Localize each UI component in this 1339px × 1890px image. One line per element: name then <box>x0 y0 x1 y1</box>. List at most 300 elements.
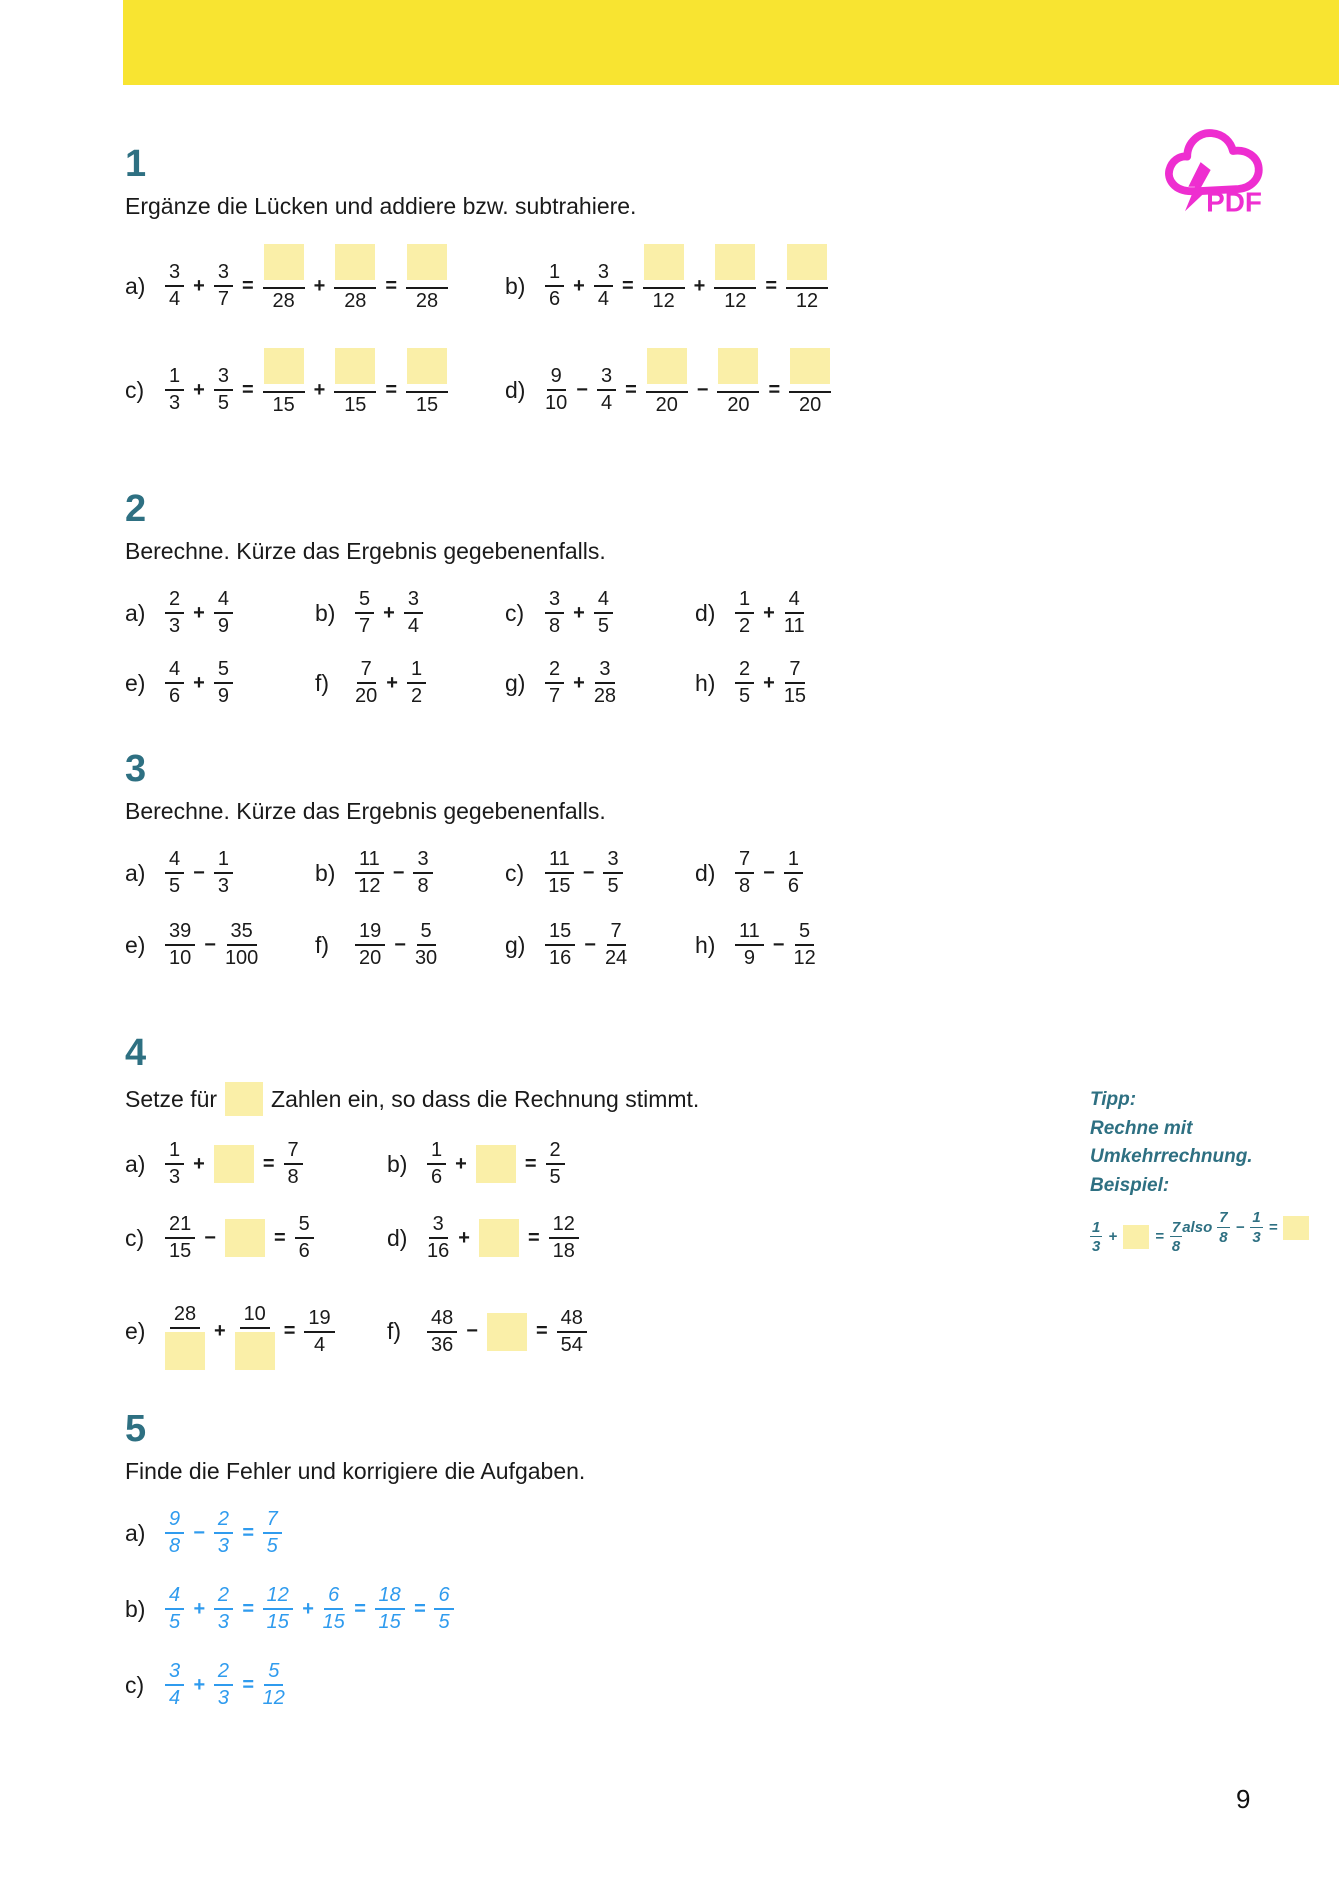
fraction-denominator: 15 <box>266 1611 289 1633</box>
item-label: g) <box>505 669 526 696</box>
item-expression <box>165 348 448 432</box>
fraction <box>1217 1210 1229 1246</box>
item-expression <box>165 1585 454 1633</box>
item-label: a) <box>125 1150 146 1177</box>
fraction-denominator: 3 <box>169 1166 181 1188</box>
exercise-section-3 <box>125 750 816 969</box>
fraction-numerator: 18 <box>375 1585 405 1610</box>
tip-text-line: Beispiel: <box>1090 1174 1170 1196</box>
item-expression <box>165 1509 282 1557</box>
fraction-numerator: 3 <box>429 1214 448 1239</box>
item-expression <box>545 348 831 432</box>
fraction <box>304 1308 334 1356</box>
item-label: a) <box>125 1519 146 1546</box>
answer-box[interactable] <box>644 244 684 280</box>
fraction-numerator: 1 <box>545 262 564 287</box>
exercise-item <box>505 659 695 707</box>
answer-box[interactable] <box>1123 1225 1149 1249</box>
fraction-numerator: 2 <box>214 1661 233 1686</box>
answer-box[interactable] <box>718 348 758 384</box>
fraction-numerator: 1 <box>735 589 754 614</box>
fraction-numerator: 6 <box>324 1585 343 1610</box>
fraction <box>165 921 195 969</box>
operator: + <box>386 671 398 694</box>
operator: − <box>582 861 595 884</box>
fraction-denominator <box>165 1329 205 1375</box>
pdf-icon-label: PDF <box>1206 186 1262 218</box>
operator: − <box>466 1320 478 1342</box>
fraction <box>545 262 564 310</box>
exercise-item <box>505 348 831 432</box>
fraction <box>214 849 233 897</box>
operator: = <box>1155 1228 1164 1245</box>
exercise-item <box>125 921 315 969</box>
fraction-denominator: 8 <box>169 1535 181 1557</box>
fraction-numerator <box>406 348 448 393</box>
tip-text-line: Tipp: <box>1090 1089 1137 1110</box>
fraction <box>549 1214 579 1262</box>
exercise-instruction: Berechne. Kürze das Ergebnis gegebenenfalls. <box>125 538 606 564</box>
fraction <box>165 262 184 310</box>
exercise-number: 4 <box>125 1032 147 1074</box>
operator: = <box>768 378 781 401</box>
fraction-numerator: 15 <box>545 921 575 946</box>
item-expression <box>165 659 233 707</box>
operator: − <box>193 861 205 884</box>
answer-box[interactable] <box>487 1313 527 1351</box>
fraction <box>355 659 377 707</box>
fraction-denominator: 4 <box>169 1687 181 1709</box>
answer-box[interactable] <box>647 348 687 384</box>
fraction-denominator: 28 <box>272 290 295 312</box>
item-expression <box>545 849 623 897</box>
operator: − <box>193 1521 205 1544</box>
operator: = <box>765 274 777 297</box>
fraction <box>404 589 423 637</box>
item-label: g) <box>505 931 526 958</box>
item-expression <box>427 1308 587 1356</box>
fraction-denominator: 20 <box>727 394 750 416</box>
fraction <box>165 1585 184 1633</box>
fraction-with-blank-numerator <box>786 244 828 312</box>
operator: − <box>394 933 406 956</box>
fraction-denominator: 3 <box>217 1687 229 1709</box>
fraction-numerator: 4 <box>785 589 804 614</box>
operator: + <box>301 1597 314 1620</box>
operator: + <box>214 1320 226 1342</box>
fraction-numerator: 3 <box>595 659 614 684</box>
answer-box[interactable] <box>165 1332 205 1370</box>
fraction-numerator: 1 <box>1252 1209 1261 1226</box>
fraction-numerator: 3 <box>404 589 423 614</box>
fraction-denominator: 7 <box>549 685 561 707</box>
item-label: b) <box>125 1595 146 1622</box>
fraction <box>427 1140 446 1188</box>
tip-example-expression <box>1182 1210 1309 1246</box>
fraction-denominator: 8 <box>739 875 751 897</box>
fraction-numerator: 19 <box>304 1308 334 1333</box>
fraction-denominator: 20 <box>655 394 678 416</box>
fraction-numerator <box>263 348 305 393</box>
fraction-denominator: 18 <box>552 1240 575 1262</box>
fraction-denominator: 28 <box>344 290 367 312</box>
exercise-item <box>315 921 505 969</box>
fraction-numerator: 2 <box>545 659 564 684</box>
answer-box[interactable] <box>476 1145 516 1183</box>
item-label: e) <box>125 1318 146 1344</box>
fraction-denominator: 15 <box>378 1611 401 1633</box>
fraction-denominator: 20 <box>359 947 382 969</box>
item-label: d) <box>695 859 716 886</box>
fraction <box>784 849 803 897</box>
fraction-denominator: 8 <box>549 615 561 637</box>
operator: − <box>1235 1218 1245 1236</box>
fraction-denominator: 7 <box>359 615 371 637</box>
exercise-item <box>125 589 315 637</box>
fraction-denominator: 3 <box>169 615 181 637</box>
fraction-denominator: 15 <box>272 394 295 416</box>
fraction-with-blank-numerator <box>646 348 688 416</box>
exercise-items <box>125 589 806 707</box>
fraction-denominator: 15 <box>169 1240 192 1262</box>
fraction-with-blank-denominator <box>235 1304 275 1375</box>
fraction-denominator: 2 <box>410 685 423 707</box>
fraction-numerator: 5 <box>295 1214 314 1239</box>
fraction-denominator: 3 <box>1252 1228 1261 1246</box>
fraction <box>165 849 184 897</box>
item-label: a) <box>125 859 146 886</box>
exercise-item <box>125 1661 585 1709</box>
fraction-denominator: 12 <box>724 290 747 312</box>
fraction <box>214 589 233 637</box>
fraction-with-blank-denominator <box>165 1304 205 1375</box>
fraction-numerator: 4 <box>594 589 613 614</box>
fraction-with-blank-numerator <box>717 348 759 416</box>
item-expression <box>355 659 426 707</box>
fraction-denominator: 15 <box>344 394 367 416</box>
fraction <box>545 366 567 414</box>
operator: = <box>524 1152 537 1175</box>
fraction <box>545 921 575 969</box>
operator: + <box>693 274 706 297</box>
operator: + <box>193 378 205 401</box>
fraction-numerator: 1 <box>784 849 803 874</box>
operator: = <box>241 1673 254 1696</box>
operator: = <box>527 1226 540 1249</box>
answer-box[interactable] <box>264 348 304 384</box>
fraction-numerator: 1 <box>427 1140 446 1165</box>
fraction-denominator: 5 <box>597 615 609 637</box>
fraction-with-blank-numerator <box>406 348 448 416</box>
item-label: b) <box>505 272 526 299</box>
fraction-numerator: 3 <box>594 262 613 287</box>
fraction-denominator: 12 <box>262 1687 285 1709</box>
fraction-numerator: 3 <box>214 262 233 287</box>
fraction-denominator: 6 <box>549 288 561 310</box>
item-label: b) <box>315 859 336 886</box>
fraction-denominator: 4 <box>169 288 181 310</box>
exercise-item <box>125 849 315 897</box>
fraction-numerator: 10 <box>240 1304 270 1329</box>
fraction <box>784 659 806 707</box>
operator: + <box>193 1597 205 1620</box>
exercise-item <box>387 1308 699 1356</box>
fraction-denominator: 6 <box>787 875 799 897</box>
exercise-item <box>505 921 695 969</box>
fraction <box>545 589 564 637</box>
fraction-numerator: 1 <box>214 849 233 874</box>
exercise-items <box>125 1140 699 1375</box>
fraction-with-blank-numerator <box>643 244 685 312</box>
fraction <box>263 1509 282 1557</box>
fraction-denominator: 7 <box>217 288 229 310</box>
fraction-denominator: 9 <box>217 615 229 637</box>
fraction-denominator: 15 <box>548 875 571 897</box>
answer-box[interactable] <box>335 244 375 280</box>
pdf-download-button[interactable] <box>1158 122 1270 223</box>
fraction-numerator: 7 <box>1171 1218 1181 1236</box>
fraction-numerator: 11 <box>355 849 384 874</box>
fraction-denominator: 24 <box>604 947 628 969</box>
fraction <box>1170 1220 1182 1256</box>
exercise-items <box>125 1509 585 1709</box>
fraction <box>546 1140 565 1188</box>
fraction <box>407 659 426 707</box>
item-label: f) <box>387 1318 402 1344</box>
operator: + <box>573 601 585 624</box>
operator: = <box>385 274 397 297</box>
fraction <box>165 1140 184 1188</box>
fraction-numerator <box>646 348 688 393</box>
fraction-with-blank-numerator <box>334 244 376 312</box>
exercise-item <box>695 849 816 897</box>
answer-box[interactable] <box>790 348 830 384</box>
exercise-item <box>125 1288 387 1375</box>
fraction <box>605 921 627 969</box>
fraction-with-blank-numerator <box>714 244 756 312</box>
fraction-denominator: 28 <box>593 685 617 707</box>
fraction-numerator: 7 <box>263 1509 282 1534</box>
fraction-denominator: 8 <box>1171 1238 1181 1256</box>
fraction-numerator <box>789 348 831 393</box>
operator: + <box>763 601 775 624</box>
fraction-with-blank-numerator <box>406 244 448 312</box>
fraction <box>597 366 616 414</box>
fraction-numerator: 3 <box>214 366 233 391</box>
fraction-denominator: 11 <box>783 615 805 637</box>
tip-text-line: Rechne mit <box>1090 1117 1193 1139</box>
fraction-numerator: 28 <box>170 1304 200 1329</box>
fraction-numerator: 39 <box>165 921 195 946</box>
fraction <box>793 921 815 969</box>
answer-box[interactable] <box>264 244 304 280</box>
fraction-denominator: 100 <box>224 947 259 969</box>
fraction-denominator: 3 <box>217 1611 229 1633</box>
exercise-item <box>125 348 505 432</box>
fraction-denominator: 9 <box>217 685 229 707</box>
word: also <box>1182 1218 1213 1236</box>
item-expression <box>545 921 627 969</box>
exercise-item <box>125 244 505 328</box>
fraction-numerator <box>406 244 448 289</box>
item-expression <box>355 849 433 897</box>
operator: = <box>413 1597 426 1620</box>
fraction-denominator: 12 <box>652 290 675 312</box>
operator: − <box>696 378 709 401</box>
fraction-numerator: 3 <box>597 366 616 391</box>
operator: + <box>313 274 326 297</box>
item-label: c) <box>505 859 525 886</box>
fraction <box>355 589 374 637</box>
exercise-item <box>695 659 806 707</box>
fraction-numerator: 1 <box>165 1140 184 1165</box>
fraction-denominator: 5 <box>739 685 751 707</box>
header-band <box>123 0 1339 85</box>
item-label: f) <box>315 669 330 696</box>
item-expression <box>165 1661 285 1709</box>
fraction <box>214 366 233 414</box>
answer-box[interactable] <box>479 1219 519 1257</box>
fraction <box>375 1585 405 1633</box>
fraction-denominator: 15 <box>415 394 439 416</box>
fraction-numerator: 5 <box>355 589 374 614</box>
item-label: b) <box>387 1150 408 1177</box>
exercise-item <box>315 589 505 637</box>
operator: − <box>584 933 596 956</box>
fraction-denominator: 12 <box>795 290 819 312</box>
exercise-item <box>125 1509 585 1557</box>
exercise-section-5 <box>125 1410 585 1709</box>
fraction-numerator: 19 <box>355 921 385 946</box>
fraction-numerator: 1 <box>407 659 426 684</box>
answer-box[interactable] <box>225 1219 265 1257</box>
fraction-denominator: 16 <box>427 1240 450 1262</box>
fraction <box>413 849 432 897</box>
fraction-numerator: 4 <box>165 1585 184 1610</box>
answer-box[interactable] <box>787 244 827 280</box>
exercise-item <box>695 921 816 969</box>
operator: = <box>1268 1218 1278 1236</box>
fraction-denominator: 5 <box>549 1166 561 1188</box>
answer-box[interactable] <box>335 348 375 384</box>
answer-box[interactable] <box>715 244 755 280</box>
answer-box[interactable] <box>407 348 447 384</box>
fraction <box>263 1661 285 1709</box>
fraction-numerator: 2 <box>546 1140 565 1165</box>
operator: = <box>353 1597 366 1620</box>
fraction <box>784 589 805 637</box>
fraction <box>427 1214 449 1262</box>
item-expression <box>735 921 816 969</box>
item-label: c) <box>125 376 145 403</box>
answer-box[interactable] <box>1283 1216 1309 1240</box>
fraction-numerator: 1 <box>1092 1218 1101 1236</box>
fraction-denominator: 5 <box>169 1611 181 1633</box>
fraction-numerator <box>717 348 759 393</box>
fraction-numerator <box>263 244 305 289</box>
answer-box[interactable] <box>214 1145 254 1183</box>
item-expression <box>165 921 258 969</box>
fraction-denominator: 4 <box>407 615 419 637</box>
exercise-item <box>387 1140 699 1188</box>
exercise-item <box>315 849 505 897</box>
fraction-denominator: 3 <box>217 1535 229 1557</box>
fraction-denominator: 4 <box>313 1333 326 1356</box>
item-expression <box>545 244 828 328</box>
operator: = <box>283 1320 296 1342</box>
fraction-with-blank-numerator <box>263 244 305 312</box>
fraction-numerator: 35 <box>227 921 257 946</box>
fraction-denominator: 20 <box>799 394 822 416</box>
fraction-numerator: 5 <box>264 1661 283 1686</box>
item-label: h) <box>695 669 716 696</box>
fraction <box>165 1661 184 1709</box>
answer-box[interactable] <box>407 244 447 280</box>
page-number: 9 <box>1236 1784 1251 1814</box>
exercise-number: 5 <box>125 1408 147 1450</box>
item-expression <box>165 849 233 897</box>
tip-box <box>1090 1086 1320 1255</box>
answer-box[interactable] <box>225 1082 263 1116</box>
operator: = <box>241 274 254 297</box>
exercise-section-4 <box>125 1034 699 1375</box>
operator: − <box>763 861 775 884</box>
fraction-denominator: 4 <box>600 392 613 414</box>
operator: = <box>535 1320 548 1342</box>
item-expression <box>165 1140 303 1188</box>
answer-box[interactable] <box>235 1332 275 1370</box>
operator: + <box>763 671 775 694</box>
fraction-denominator: 12 <box>793 947 816 969</box>
fraction <box>1250 1210 1262 1246</box>
fraction-numerator: 7 <box>607 921 626 946</box>
fraction-numerator: 5 <box>795 921 814 946</box>
item-expression <box>427 1214 579 1262</box>
fraction-denominator: 8 <box>287 1166 299 1188</box>
operator: + <box>313 378 326 401</box>
fraction-numerator: 4 <box>165 659 184 684</box>
fraction-denominator: 4 <box>597 288 609 310</box>
fraction-with-blank-numerator <box>334 348 376 416</box>
item-label: b) <box>315 599 336 626</box>
fraction-numerator: 3 <box>165 1661 184 1686</box>
fraction-numerator: 12 <box>549 1214 579 1239</box>
fraction-denominator: 10 <box>545 392 568 414</box>
pdf-cloud-icon <box>1158 122 1270 218</box>
fraction-denominator: 15 <box>322 1611 345 1633</box>
fraction-denominator: 36 <box>431 1333 454 1356</box>
exercise-item <box>125 1140 387 1188</box>
item-expression <box>545 589 613 637</box>
exercise-item <box>387 1214 699 1262</box>
fraction-denominator: 6 <box>298 1240 310 1262</box>
fraction-denominator: 15 <box>783 685 807 707</box>
exercise-item <box>125 659 315 707</box>
fraction-denominator: 8 <box>417 875 429 897</box>
fraction-denominator: 5 <box>266 1535 278 1557</box>
fraction <box>594 659 616 707</box>
fraction <box>214 1509 233 1557</box>
operator: − <box>204 1226 216 1249</box>
exercise-item <box>505 244 831 328</box>
item-expression <box>545 659 616 707</box>
operator: + <box>383 601 395 624</box>
exercise-instruction <box>125 1082 699 1116</box>
tip-example-expression <box>1090 1220 1182 1256</box>
fraction-denominator: 9 <box>743 947 755 969</box>
fraction <box>263 1585 293 1633</box>
fraction <box>545 849 574 897</box>
